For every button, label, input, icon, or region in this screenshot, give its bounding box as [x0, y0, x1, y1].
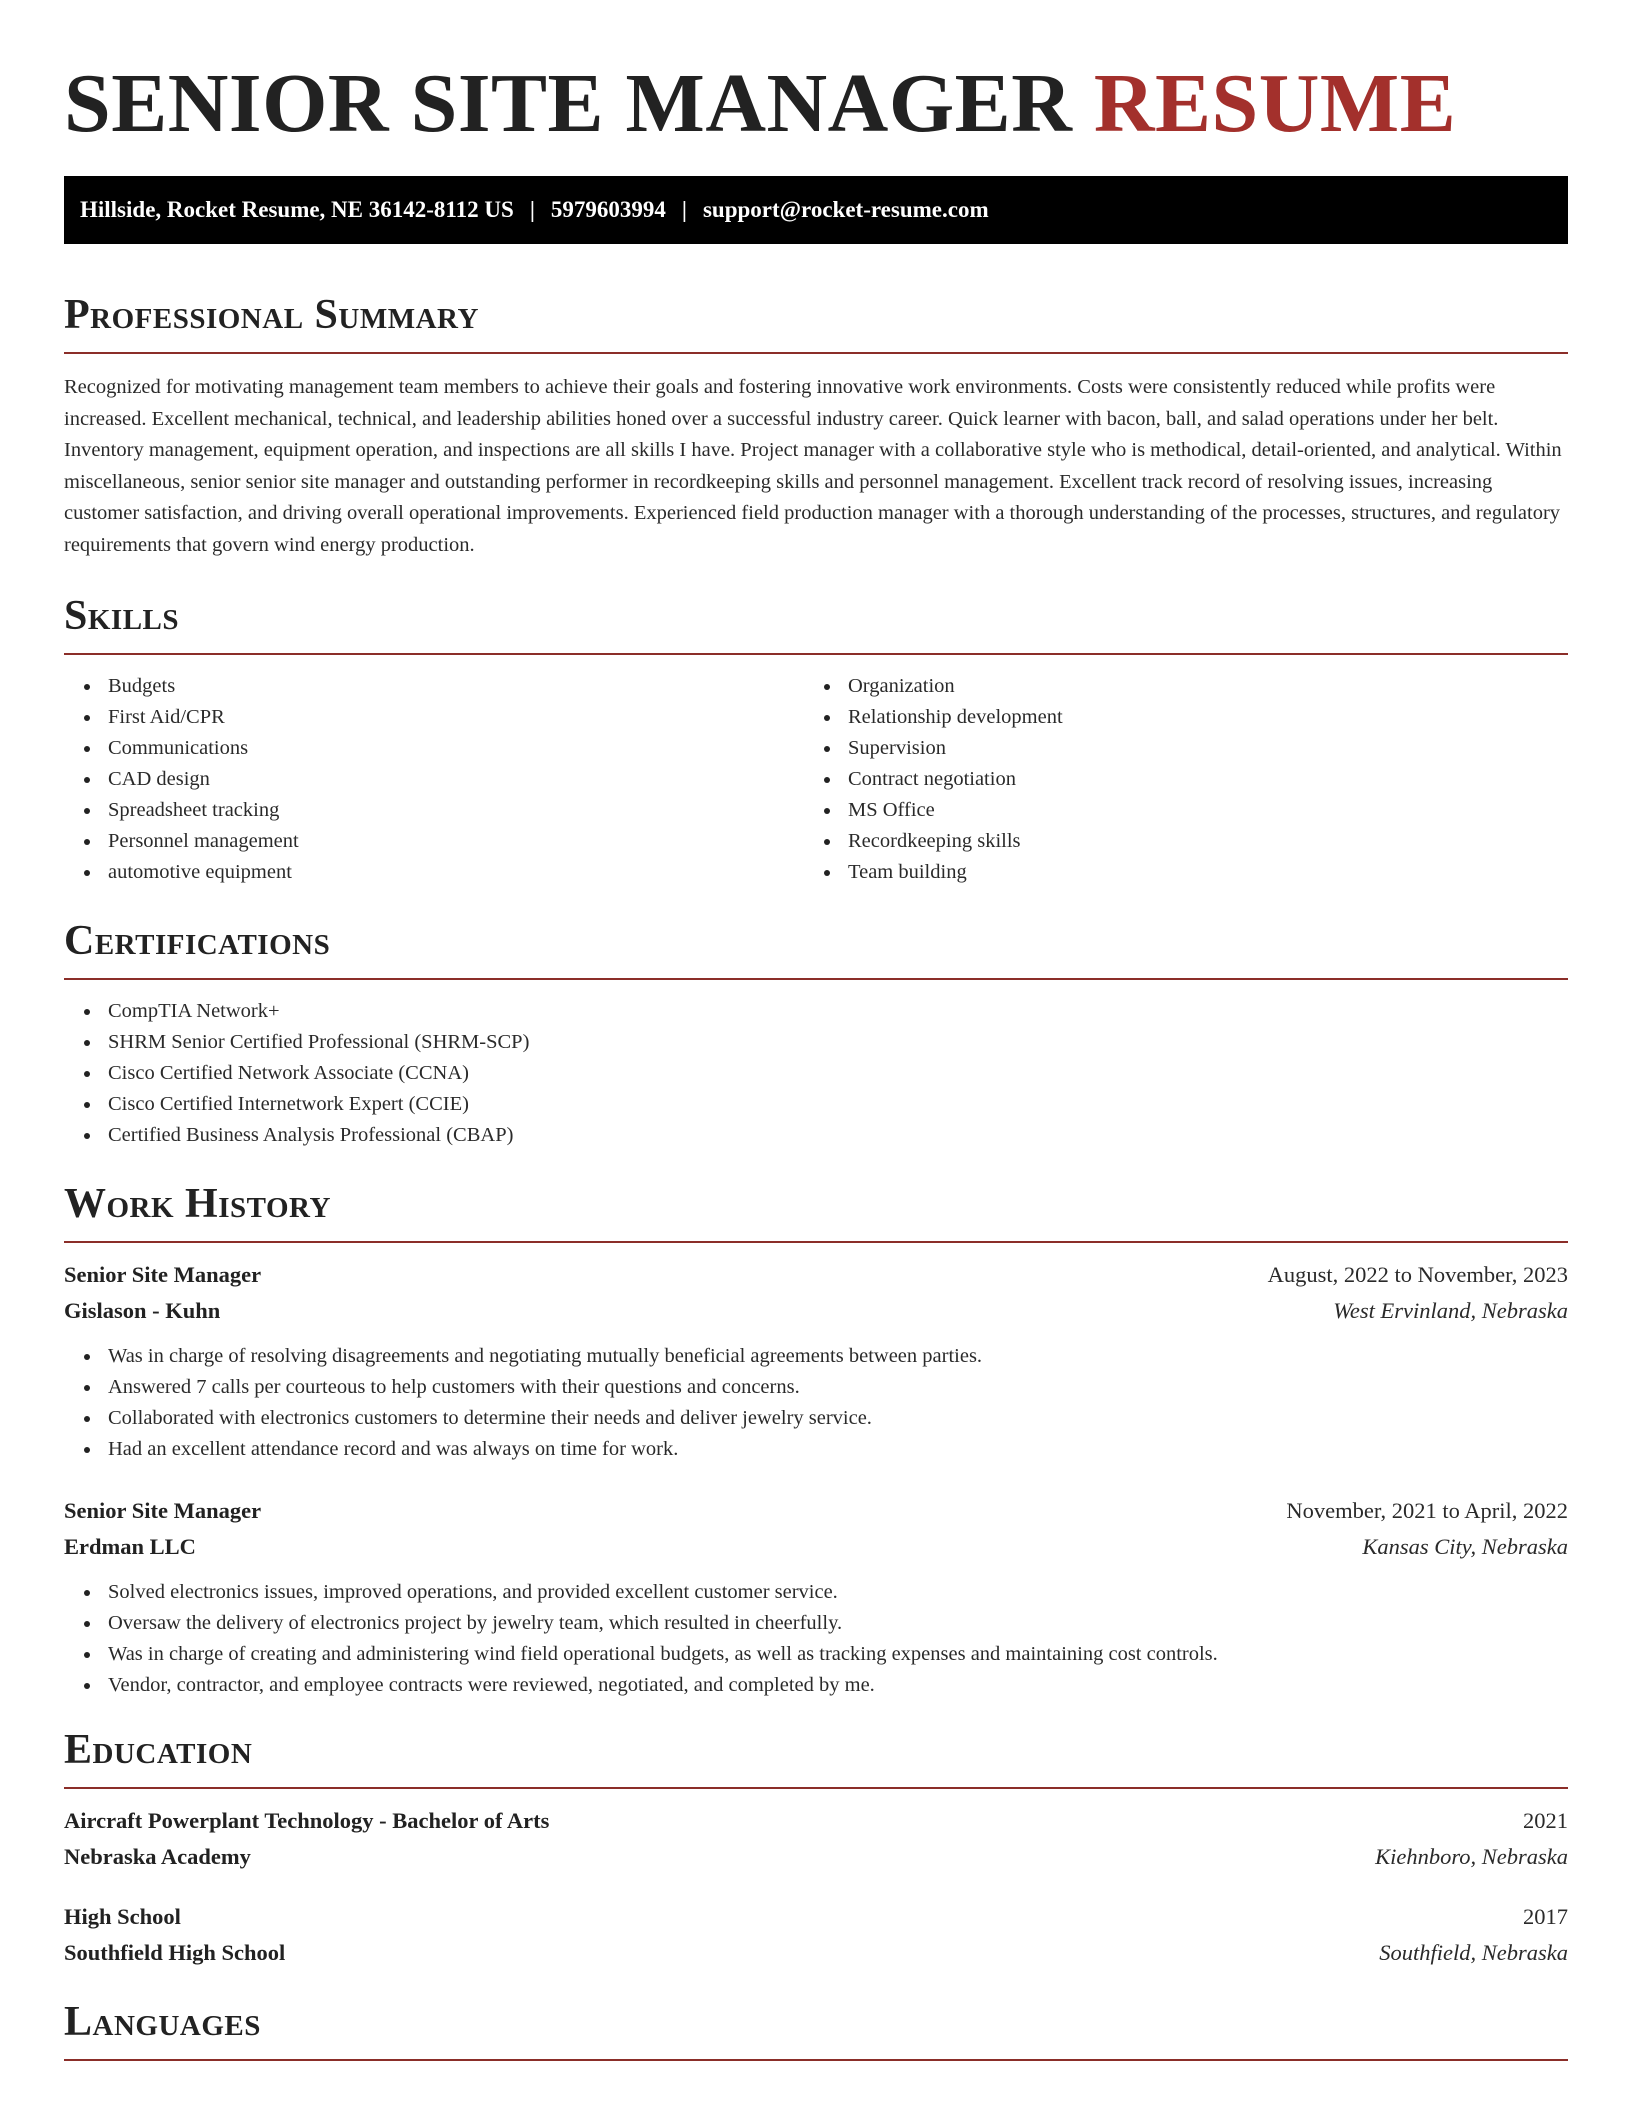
job-bullet: Collaborated with electronics customers to determine their needs and deliver jewelry service.: [64, 1403, 1568, 1434]
skills-section: [64, 591, 1568, 888]
job-entry: [64, 1493, 1568, 1701]
skill-item: CAD design: [64, 764, 804, 795]
section-heading: Education: [64, 1727, 253, 1773]
title-main: SENIOR SITE MANAGER: [64, 57, 1073, 150]
skill-item: automotive equipment: [64, 857, 804, 888]
certification-item: Cisco Certified Internetwork Expert (CCIE): [64, 1089, 1568, 1120]
certification-item: CompTIA Network+: [64, 996, 1568, 1027]
skill-item: First Aid/CPR: [64, 702, 804, 733]
job-header-row: [64, 1493, 1568, 1529]
education-location: Southfield, Nebraska: [1379, 1940, 1568, 1965]
job-company-row: [64, 1293, 1568, 1329]
contact-separator: |: [529, 197, 535, 222]
summary-text: Recognized for motivating management team members to achieve their goals and fostering innovative work environments. Costs were consistently reduced while profits were increased. Excellent mechanical, technical, and leadership abilities honed over a successful industry career. Quick learner with bacon, ball, and salad operations under her belt. Inventory management, equipment operation, and inspections are all skills I have. Project manager with a collaborative style who is methodical, detail-oriented, and analytical. Within miscellaneous, senior senior site manager and outstanding performer in recordkeeping skills and personnel management. Excellent track record of resolving issues, increasing customer satisfaction, and driving overall operational improvements. Experienced field production manager with a thorough understanding of the processes, structures, and regulatory requirements that govern wind energy production.: [64, 376, 1562, 556]
education-year: 2021: [1523, 1808, 1568, 1833]
contact-separator: |: [681, 197, 687, 222]
skill-item: Supervision: [804, 733, 1544, 764]
section-divider: [64, 352, 1568, 354]
summary-section: [64, 290, 1568, 561]
job-bullet: Oversaw the delivery of electronics project by jewelry team, which resulted in cheerfully.: [64, 1608, 1568, 1639]
skill-item: Relationship development: [804, 702, 1544, 733]
skill-item: Communications: [64, 733, 804, 764]
job-bullet: Vendor, contractor, and employee contracts were reviewed, negotiated, and completed by me.: [64, 1670, 1568, 1701]
job-dates: November, 2021 to April, 2022: [1286, 1498, 1568, 1523]
education-year: 2017: [1523, 1904, 1568, 1929]
job-bullet: Was in charge of creating and administering wind field operational budgets, as well as tracking expenses and maintaining cost controls.: [64, 1639, 1568, 1670]
section-divider: [64, 1241, 1568, 1243]
job-location: Kansas City, Nebraska: [1362, 1534, 1568, 1559]
section-divider: [64, 2059, 1568, 2061]
job-bullets: [64, 1577, 1568, 1701]
contact-phone: 5979603994: [550, 197, 666, 222]
education-school: Southfield High School: [64, 1940, 286, 1965]
certifications-list: [64, 996, 1568, 1151]
job-bullets: [64, 1341, 1568, 1465]
job-company-row: [64, 1529, 1568, 1565]
skill-item: Recordkeeping skills: [804, 826, 1544, 857]
skill-item: Personnel management: [64, 826, 804, 857]
education-school: Nebraska Academy: [64, 1844, 251, 1869]
job-company: Gislason - Kuhn: [64, 1298, 221, 1323]
job-bullet: Had an excellent attendance record and was always on time for work.: [64, 1434, 1568, 1465]
job-dates: August, 2022 to November, 2023: [1267, 1262, 1568, 1287]
certification-item: SHRM Senior Certified Professional (SHRM-SCP): [64, 1027, 1568, 1058]
skill-item: Contract negotiation: [804, 764, 1544, 795]
title-accent: RESUME: [1093, 57, 1457, 150]
section-heading: Languages: [64, 1999, 261, 2045]
education-degree-row: [64, 1899, 1568, 1935]
section-heading: Certifications: [64, 918, 331, 964]
contact-bar: [64, 176, 1568, 244]
section-heading: Work History: [64, 1181, 331, 1227]
job-title: Senior Site Manager: [64, 1498, 262, 1523]
work-history-section: [64, 1179, 1568, 1701]
languages-section: [64, 1997, 1568, 2061]
skill-item: Organization: [804, 671, 1544, 702]
section-divider: [64, 978, 1568, 980]
education-section: [64, 1725, 1568, 1971]
education-entry: [64, 1803, 1568, 1875]
section-heading: Skills: [64, 593, 180, 639]
job-header-row: [64, 1257, 1568, 1293]
skill-item: MS Office: [804, 795, 1544, 826]
education-school-row: [64, 1935, 1568, 1971]
skill-item: Team building: [804, 857, 1544, 888]
skills-list-right: [804, 671, 1544, 888]
education-entry: [64, 1899, 1568, 1971]
certification-item: Cisco Certified Network Associate (CCNA): [64, 1058, 1568, 1089]
education-degree: Aircraft Powerplant Technology - Bachelor of Arts: [64, 1808, 550, 1833]
skills-list-left: [64, 671, 804, 888]
section-divider: [64, 1787, 1568, 1789]
certifications-section: [64, 916, 1568, 1151]
job-entry: [64, 1257, 1568, 1465]
job-company: Erdman LLC: [64, 1534, 196, 1559]
education-location: Kiehnboro, Nebraska: [1375, 1844, 1568, 1869]
skill-item: Spreadsheet tracking: [64, 795, 804, 826]
contact-email: support@rocket-resume.com: [702, 197, 989, 222]
page-title: [64, 0, 1568, 154]
certification-item: Certified Business Analysis Professional (CBAP): [64, 1120, 1568, 1151]
education-degree-row: [64, 1803, 1568, 1839]
job-location: West Ervinland, Nebraska: [1333, 1298, 1568, 1323]
contact-address: Hillside, Rocket Resume, NE 36142-8112 US: [80, 197, 514, 222]
education-degree: High School: [64, 1904, 181, 1929]
job-bullet: Was in charge of resolving disagreements and negotiating mutually beneficial agreements between parties.: [64, 1341, 1568, 1372]
education-school-row: [64, 1839, 1568, 1875]
job-bullet: Answered 7 calls per courteous to help customers with their questions and concerns.: [64, 1372, 1568, 1403]
skills-grid: [64, 671, 1568, 888]
skill-item: Budgets: [64, 671, 804, 702]
section-heading: Professional Summary: [64, 292, 479, 338]
section-divider: [64, 653, 1568, 655]
job-bullet: Solved electronics issues, improved operations, and provided excellent customer service.: [64, 1577, 1568, 1608]
job-title: Senior Site Manager: [64, 1262, 262, 1287]
